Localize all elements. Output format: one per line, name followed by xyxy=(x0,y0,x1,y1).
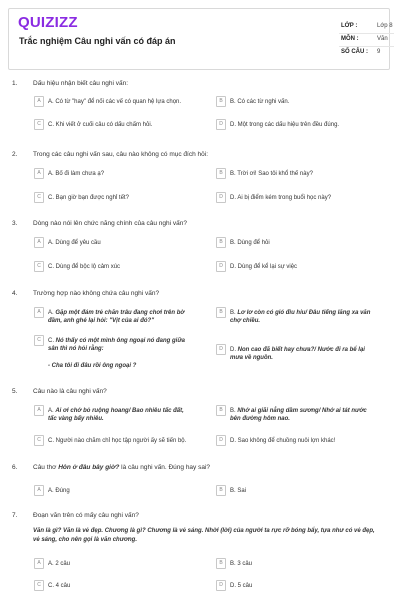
option-text xyxy=(230,346,375,362)
page-title: Trắc nghiệm Câu nghi vấn có đáp án xyxy=(19,36,176,46)
meta-class xyxy=(339,21,394,34)
option-text: C. 4 câu xyxy=(48,583,71,589)
meta-subject xyxy=(339,34,394,47)
option-letter-box: A xyxy=(34,307,44,318)
option-text: C. Dùng để bộc lộ cảm xúc xyxy=(48,264,121,270)
question-text-bold: Hôn ở đâu bây giờ? xyxy=(58,464,120,471)
option-letter-box: A xyxy=(34,237,44,248)
option-text: C. Bạn giờ bạn được nghỉ tết? xyxy=(48,195,129,201)
option-letter-box: D xyxy=(216,192,226,203)
question-text: Trường hợp nào không chứa câu nghi vấn? xyxy=(33,290,160,297)
option-letter-box: C xyxy=(34,335,44,346)
option-letter-box: A xyxy=(34,168,44,179)
option-text: B. Trời ơi! Sao tôi khổ thế này? xyxy=(230,171,313,177)
meta-class-value: Lớp 8 xyxy=(377,23,393,29)
question-number: 5. xyxy=(12,388,18,395)
option-text: D. Ai bị điểm kém trong buổi học này? xyxy=(230,195,332,201)
option-text-bold: Nó thấy có một mình ông ngoại nó đang giữa sân thì nó hỏi rằng: xyxy=(48,338,185,352)
option-letter-box: D xyxy=(216,344,226,355)
question-number: 2. xyxy=(12,151,18,158)
question-text xyxy=(33,464,383,471)
option-letter-box: D xyxy=(216,261,226,272)
quizizz-logo: QUIZIZZ xyxy=(18,14,78,31)
question-number: 1. xyxy=(12,80,18,87)
option-text: C. Khi viết ở cuối câu có dấu chấm hỏi. xyxy=(48,122,153,128)
option-text xyxy=(48,337,193,353)
option-letter-box: B xyxy=(216,558,226,569)
meta-subject-label: MÔN : xyxy=(341,36,359,42)
option-letter-box: C xyxy=(34,580,44,591)
question-text: Dòng nào nói lên chức năng chính của câu nghi vấn? xyxy=(33,220,187,227)
option-letter-box: B xyxy=(216,237,226,248)
option-text-bold: Ai ơi chớ bỏ ruộng hoang/ Bao nhiêu tấc đất, tấc vàng bấy nhiêu. xyxy=(48,408,184,422)
question-text-post: là câu nghi vấn. Đúng hay sai? xyxy=(119,464,211,471)
quiz-header xyxy=(8,8,393,70)
question-passage: Văn là gì? Văn là vẻ đẹp. Chương là gì? Chương là vẻ sáng. Nhời (lời) của người ta rực rỡ bóng bẩy, tựa như có vẻ đẹp, vẻ sáng, cho nên gọi là văn chương. xyxy=(33,528,375,543)
option-text-bold: Gặp một đám trẻ chăn trâu đang chơi trên bờ đầm, anh ghé lại hỏi: "Vịt của ai đó?" xyxy=(48,310,185,324)
option-text: A. Đúng xyxy=(48,488,70,494)
option-letter-box: C xyxy=(34,119,44,130)
quiz-meta xyxy=(339,21,394,59)
option-letter-box: B xyxy=(216,485,226,496)
option-text-bold: Non cao đã biết hay chưa?/ Nước đi ra bể lại mưa về nguồn. xyxy=(230,347,365,361)
option-text: A. 2 câu xyxy=(48,561,71,567)
option-text: A. Có từ "hay" để nối các vế có quan hệ lựa chọn. xyxy=(48,99,182,105)
option-letter-box: C xyxy=(34,192,44,203)
option-prefix: A. xyxy=(48,408,56,414)
option-text xyxy=(48,309,193,325)
option-prefix: C. xyxy=(48,338,56,344)
option-text: D. Dùng để kể lại sự việc xyxy=(230,264,298,270)
option-extra-line: - Cha tôi đi đâu rồi ông ngoại ? xyxy=(48,363,137,369)
option-text: D. Sao không để chuồng nuôi lợn khác! xyxy=(230,438,336,444)
question-text: Dấu hiệu nhận biết câu nghi vấn: xyxy=(33,80,129,87)
meta-count-value: 9 xyxy=(377,49,381,55)
question-number: 3. xyxy=(12,220,18,227)
meta-count xyxy=(339,47,394,59)
option-letter-box: B xyxy=(216,405,226,416)
question-text-pre: Câu thơ xyxy=(33,464,59,471)
question-text: Câu nào là câu nghi vấn? xyxy=(33,388,107,395)
option-prefix: A. xyxy=(48,310,56,316)
option-text: D. 5 câu xyxy=(230,583,253,589)
option-letter-box: C xyxy=(34,435,44,446)
option-letter-box: B xyxy=(216,96,226,107)
option-text-bold: Lơ lơ còn có gió đìu hiu/ Đâu tiếng lăng xa văn chợ chiều. xyxy=(230,310,371,324)
option-text: C. Người nào chăm chỉ học tập người ấy sẽ tiến bộ. xyxy=(48,438,187,444)
question-text: Trong các câu nghi vấn sau, câu nào không có mục đích hỏi: xyxy=(33,151,209,158)
option-letter-box: D xyxy=(216,119,226,130)
option-text: B. Sai xyxy=(230,488,247,494)
option-letter-box: A xyxy=(34,405,44,416)
option-letter-box: A xyxy=(34,558,44,569)
option-text: B. Có các từ nghi vấn. xyxy=(230,99,290,105)
question-text: Đoạn văn trên có mấy câu nghi vấn? xyxy=(33,512,139,519)
question-number: 6. xyxy=(12,464,18,471)
meta-count-label: SỐ CÂU : xyxy=(341,49,368,55)
option-text: B. 3 câu xyxy=(230,561,253,567)
option-letter-box: C xyxy=(34,261,44,272)
option-text xyxy=(230,407,375,423)
option-prefix: B. xyxy=(230,408,238,414)
option-text xyxy=(48,407,193,423)
option-letter-box: B xyxy=(216,307,226,318)
option-text xyxy=(230,309,375,325)
question-number: 4. xyxy=(12,290,18,297)
question-number: 7. xyxy=(12,512,18,519)
meta-class-label: LỚP : xyxy=(341,23,358,29)
option-text: D. Một trong các dấu hiệu trên đều đúng. xyxy=(230,122,340,128)
option-text: A. Bố đi làm chưa ạ? xyxy=(48,171,105,177)
option-letter-box: A xyxy=(34,485,44,496)
option-text-bold: Nhớ ai giãi nắng dầm sương/ Nhớ ai tát nước bên đường hôm nao. xyxy=(230,408,367,422)
option-letter-box: D xyxy=(216,435,226,446)
option-prefix: D. xyxy=(230,347,238,353)
option-text: A. Dùng để yêu cầu xyxy=(48,240,101,246)
option-text: B. Dùng để hỏi xyxy=(230,240,270,246)
option-letter-box: D xyxy=(216,580,226,591)
option-prefix: B. xyxy=(230,310,238,316)
option-letter-box: A xyxy=(34,96,44,107)
option-letter-box: B xyxy=(216,168,226,179)
meta-subject-value: Văn xyxy=(377,36,388,42)
